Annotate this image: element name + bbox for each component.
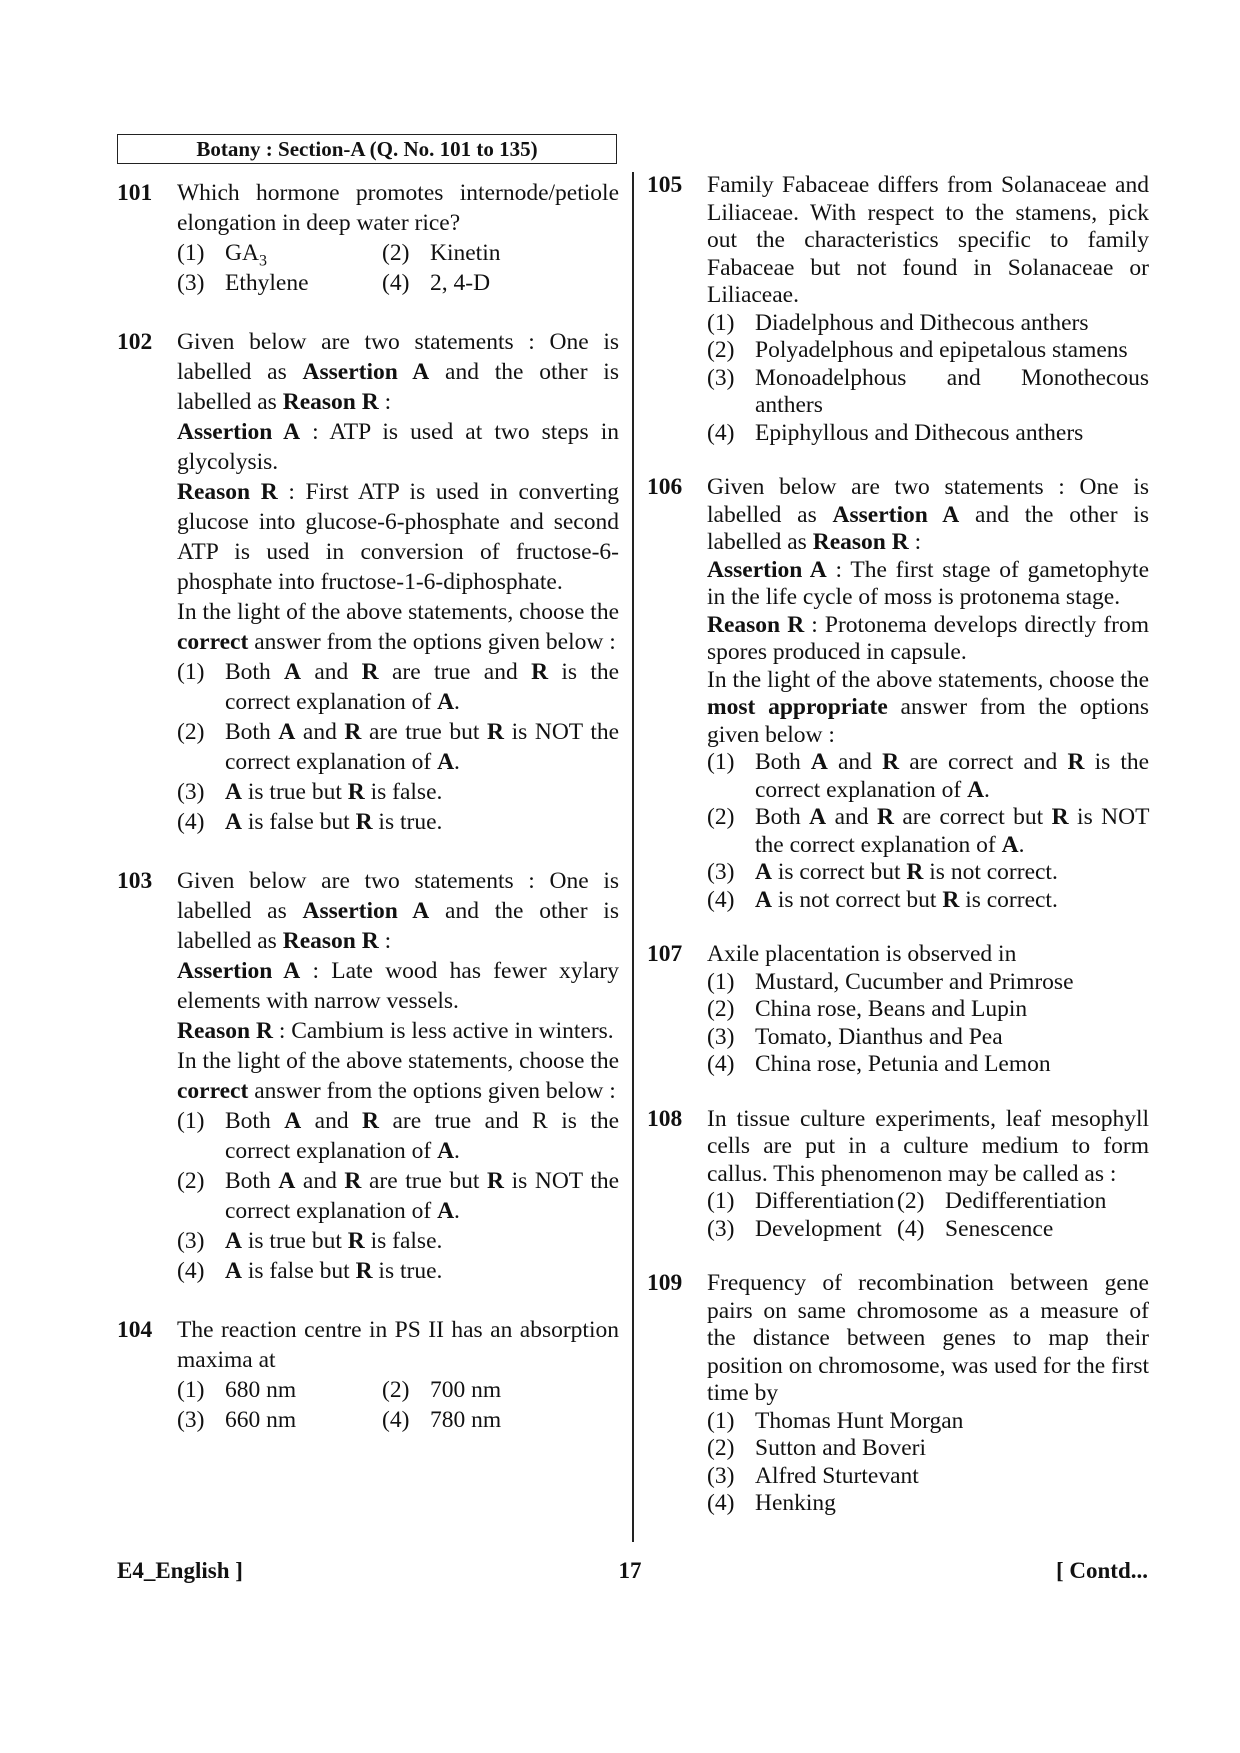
- w: R: [532, 1108, 548, 1134]
- option-text: Tomato, Dianthus and Pea: [755, 1023, 1003, 1050]
- assertion-label: Assertion A: [707, 556, 827, 583]
- option-2: [707, 996, 1149, 1024]
- w: R: [355, 1258, 373, 1284]
- option-4: [707, 1490, 1149, 1518]
- question-number: 104: [117, 1317, 153, 1343]
- text-run: answer from the options given below :: [248, 1078, 616, 1104]
- w: Both: [755, 749, 801, 775]
- w: is correct but: [777, 859, 901, 885]
- w: R: [361, 659, 379, 685]
- option-1: [707, 1408, 1149, 1436]
- w: R: [487, 719, 505, 745]
- assertion-text: : Late wood has fewer xylary elements with narrow vessels.: [177, 958, 619, 1014]
- options-grid: [707, 1188, 1149, 1243]
- w: A: [225, 1258, 242, 1284]
- text-run: correct: [177, 629, 249, 655]
- options-grid: [177, 1375, 619, 1435]
- option-number: (1): [707, 1188, 735, 1214]
- w: Both: [755, 804, 801, 830]
- w: the correct explanation of: [225, 719, 620, 775]
- text-run: Assertion A: [302, 359, 430, 385]
- option-number: (3): [707, 1215, 735, 1242]
- question-107: [647, 941, 1149, 1079]
- w: A: [437, 1138, 455, 1164]
- assertion: [177, 417, 619, 477]
- question-number: 106: [647, 474, 683, 500]
- option-1: [707, 969, 1149, 997]
- w: Both: [225, 1168, 271, 1194]
- option-2: [707, 337, 1149, 365]
- option-number: (2): [707, 996, 735, 1022]
- option-3: [177, 1405, 382, 1435]
- question-number: 107: [647, 941, 683, 967]
- option-text: Dedifferentiation: [945, 1188, 1107, 1214]
- option-text: Alfred Sturtevant: [755, 1462, 919, 1489]
- option-text: Mustard, Cucumber and Primrose: [755, 968, 1074, 995]
- w: A: [225, 1228, 242, 1254]
- question-text: The reaction centre in PS II has an absorption maxima at: [177, 1317, 619, 1373]
- option-3: [707, 859, 1149, 887]
- w: R: [882, 749, 900, 775]
- w: is false but: [247, 1258, 350, 1284]
- footer-booklet-code: E4_English ]: [117, 1558, 243, 1583]
- assertion-label: Assertion A: [177, 419, 301, 445]
- option-text: 660 nm: [225, 1407, 297, 1433]
- question-101: [117, 178, 619, 298]
- w: is true but: [247, 779, 342, 805]
- text-run: and the other is labelled as: [707, 501, 1149, 555]
- question-text: Which hormone promotes internode/petiole elongation in deep water rice?: [177, 180, 619, 236]
- question-text: In tissue culture experiments, leaf mesophyll cells are put in a culture medium to form callus. This phenomenon may be called as :: [707, 1105, 1149, 1187]
- assertion: [707, 557, 1149, 612]
- option-2: [897, 1188, 1149, 1216]
- option-text: 2, 4-D: [430, 270, 491, 296]
- option-4: [897, 1216, 1149, 1244]
- w: is false but: [247, 809, 350, 835]
- question-intro: [177, 866, 619, 956]
- option-number: (2): [177, 719, 205, 745]
- option-3: [177, 1226, 619, 1256]
- section-title: Botany : Section-A (Q. No. 101 to 135): [117, 134, 617, 164]
- w: .: [454, 1198, 460, 1224]
- question-108: [647, 1106, 1149, 1244]
- question-106: [647, 474, 1149, 914]
- option-1: [177, 657, 619, 717]
- option-text: 780 nm: [430, 1407, 502, 1433]
- instruction: [177, 597, 619, 657]
- option-number: (1): [177, 1108, 205, 1134]
- option-number: (4): [707, 419, 735, 446]
- text-run: In the light of the above statements, choose the: [177, 1048, 619, 1074]
- option-text: Ethylene: [225, 270, 309, 296]
- option-number: (2): [707, 337, 735, 363]
- text-run: answer from the options given below :: [248, 629, 616, 655]
- question-text: Frequency of recombination between gene pairs on same chromosome as a measure of the distance between genes to map their position on chromosome, was used for the first time by: [707, 1270, 1149, 1406]
- option-number: (4): [177, 1258, 205, 1284]
- text-run: most appropriate: [707, 694, 888, 720]
- w: R: [942, 886, 960, 913]
- w: A: [278, 1168, 296, 1194]
- footer-continued: [ Contd...: [1055, 1558, 1148, 1583]
- instruction: [177, 1046, 619, 1106]
- question-number: 102: [117, 329, 153, 355]
- text-run: Given below are two statements : One is labelled as: [707, 474, 1149, 528]
- question-103: [117, 866, 619, 1286]
- option-number: (1): [177, 240, 205, 266]
- reason-text: : First ATP is used in converting glucose into glucose-6-phosphate and second ATP is used in conversion of fructose-6-phosphate into fructose-1-6-diphosphate.: [177, 479, 619, 595]
- text-run: :: [378, 389, 392, 415]
- reason-text: : Protonema develops directly from spores produced in capsule.: [707, 611, 1149, 665]
- w: are true but: [369, 1168, 480, 1194]
- w: R: [344, 1168, 362, 1194]
- question-text: Family Fabaceae differs from Solanaceae and Liliaceae. With respect to the stamens, pick out the characteristics specific to family Fabaceae but not found in Solanaceae or Liliaceae.: [707, 172, 1149, 308]
- w: A: [437, 689, 455, 715]
- option-1: [177, 238, 382, 268]
- option-2: [382, 1375, 619, 1405]
- option-text: Polyadelphous and epipetalous stamens: [755, 337, 1128, 363]
- text-run: Given below are two statements : One is labelled as: [177, 868, 619, 924]
- text-run: Assertion A: [302, 898, 430, 924]
- assertion-label: Assertion A: [177, 958, 301, 984]
- option-number: (2): [177, 1168, 205, 1194]
- option-4: [707, 1051, 1149, 1079]
- w: R: [347, 779, 365, 805]
- question-104: [117, 1315, 619, 1435]
- option-number: (4): [707, 886, 735, 913]
- w: is true.: [378, 1258, 443, 1284]
- w: R: [347, 1228, 365, 1254]
- option-number: (2): [897, 1188, 925, 1214]
- w: is not correct but: [777, 886, 937, 913]
- text-run: correct: [177, 1078, 249, 1104]
- options-grid: [177, 238, 619, 298]
- option-number: (3): [707, 859, 735, 885]
- w: R: [355, 809, 373, 835]
- text-run: In the light of the above statements, choose the: [177, 599, 619, 625]
- w: R: [344, 719, 362, 745]
- text-run: In the light of the above statements, choose the: [707, 666, 1149, 693]
- w: is NOT: [511, 719, 583, 745]
- left-column: [117, 178, 619, 1464]
- w: A: [225, 779, 242, 805]
- w: Both: [225, 659, 271, 685]
- option-number: (3): [177, 270, 205, 296]
- w: and: [834, 804, 869, 830]
- w: R: [362, 1108, 380, 1134]
- option-text: Development: [755, 1215, 882, 1242]
- option-subscript: 3: [258, 252, 267, 270]
- reason-label: Reason R: [707, 611, 805, 638]
- w: is true.: [378, 809, 443, 835]
- reason: [177, 1016, 619, 1046]
- option-text: Differentiation: [755, 1188, 895, 1214]
- w: are true and: [391, 659, 518, 685]
- text-run: Reason R: [282, 928, 379, 954]
- option-number: (2): [707, 1435, 735, 1461]
- w: A: [437, 1198, 455, 1224]
- w: is NOT: [1077, 804, 1150, 830]
- w: are true and: [392, 1108, 519, 1134]
- question-102: [117, 327, 619, 837]
- option-number: (3): [177, 779, 205, 805]
- w: correct explanation of: [755, 776, 962, 803]
- text-run: Assertion A: [832, 501, 960, 528]
- w: A: [437, 749, 455, 775]
- text-run: Given below are two statements : One is labelled as: [177, 329, 619, 385]
- right-column: [647, 172, 1149, 1545]
- w: is correct.: [965, 886, 1058, 913]
- option-4: [707, 420, 1149, 448]
- option-text: Henking: [755, 1490, 836, 1516]
- reason-label: Reason R: [177, 479, 278, 505]
- w: A: [809, 804, 827, 830]
- option-text: Senescence: [945, 1215, 1054, 1242]
- option-3: [177, 268, 382, 298]
- option-2: [177, 717, 619, 777]
- text-run: Reason R: [812, 529, 909, 555]
- w: the correct explanation of: [755, 831, 996, 858]
- w: is false.: [370, 779, 443, 805]
- option-3: [707, 1216, 897, 1244]
- instruction: [707, 667, 1149, 750]
- option-4: [707, 887, 1149, 915]
- w: correct explanation of: [225, 1138, 432, 1164]
- w: A: [755, 886, 772, 913]
- option-2: [707, 1435, 1149, 1463]
- w: correct explanation of: [225, 689, 432, 715]
- w: and: [314, 659, 349, 685]
- w: R: [1051, 804, 1069, 830]
- question-109: [647, 1270, 1149, 1518]
- question-105: [647, 172, 1149, 447]
- text-run: :: [908, 529, 922, 555]
- w: .: [454, 689, 460, 715]
- assertion: [177, 956, 619, 1016]
- w: A: [1001, 831, 1019, 858]
- option-1: [707, 749, 1149, 804]
- w: A: [284, 659, 302, 685]
- option-number: (3): [707, 364, 735, 391]
- w: the correct explanation of: [225, 1168, 620, 1224]
- w: A: [278, 719, 296, 745]
- option-number: (1): [177, 659, 205, 685]
- w: R: [531, 659, 549, 685]
- w: Both: [225, 719, 271, 745]
- option-text: 680 nm: [225, 1377, 297, 1403]
- option-text: GA: [225, 240, 259, 266]
- option-number: (3): [707, 1462, 735, 1489]
- column-divider: [632, 172, 634, 1542]
- text-run: answer from the options given below :: [707, 694, 1149, 748]
- question-intro: [177, 327, 619, 417]
- w: A: [225, 809, 242, 835]
- reason: [177, 477, 619, 597]
- option-number: (1): [707, 968, 735, 995]
- text-run: :: [378, 928, 392, 954]
- option-text: Epiphyllous and Dithecous anthers: [755, 419, 1084, 446]
- w: and: [837, 749, 872, 775]
- w: .: [984, 776, 990, 803]
- w: R: [906, 859, 924, 885]
- w: .: [454, 1138, 460, 1164]
- option-text: Kinetin: [430, 240, 501, 266]
- w: and: [302, 1168, 337, 1194]
- option-text: China rose, Beans and Lupin: [755, 996, 1028, 1022]
- question-number: 109: [647, 1270, 683, 1296]
- question-number: 103: [117, 868, 153, 894]
- w: .: [454, 749, 460, 775]
- option-number: (3): [177, 1228, 205, 1254]
- w: is NOT: [511, 1168, 583, 1194]
- question-number: 108: [647, 1105, 683, 1132]
- w: are correct and: [909, 749, 1058, 775]
- option-number: (4): [177, 809, 205, 835]
- w: A: [755, 859, 772, 885]
- assertion-text: : The first stage of gametophyte in the life cycle of moss is protonema stage.: [707, 556, 1149, 610]
- w: .: [1018, 831, 1025, 858]
- w: are correct but: [902, 804, 1044, 830]
- option-1: [177, 1375, 382, 1405]
- option-number: (2): [382, 240, 410, 266]
- option-3: [707, 1024, 1149, 1052]
- w: and: [314, 1108, 349, 1134]
- option-number: (4): [897, 1215, 925, 1242]
- question-number: 105: [647, 172, 683, 198]
- w: are true but: [369, 719, 480, 745]
- w: Both: [225, 1108, 271, 1134]
- w: is the: [561, 659, 620, 685]
- option-number: (4): [382, 270, 410, 296]
- w: R: [876, 804, 894, 830]
- option-number: (2): [382, 1377, 410, 1403]
- assertion-text: : ATP is used at two steps in glycolysis.: [177, 419, 619, 475]
- option-text: Monoadelphous and Monothecous anthers: [755, 364, 1149, 418]
- option-4: [382, 1405, 619, 1435]
- text-run: and the other is labelled as: [177, 898, 619, 954]
- option-4: [177, 807, 619, 837]
- option-number: (1): [707, 309, 735, 336]
- w: is the: [1094, 749, 1150, 775]
- question-text: Axile placentation is observed in: [707, 941, 1017, 967]
- w: A: [810, 749, 828, 775]
- w: A: [967, 776, 985, 803]
- w: is not correct.: [929, 859, 1058, 885]
- option-number: (4): [382, 1407, 410, 1433]
- w: R: [1067, 749, 1085, 775]
- option-text: Sutton and Boveri: [755, 1435, 927, 1461]
- option-number: (3): [707, 1023, 735, 1050]
- option-number: (1): [707, 749, 735, 775]
- option-3: [707, 365, 1149, 420]
- option-text: Diadelphous and Dithecous anthers: [755, 309, 1089, 336]
- w: is true but: [247, 1228, 342, 1254]
- footer-page-number: 17: [618, 1558, 642, 1583]
- w: R: [487, 1168, 505, 1194]
- text-run: and the other is labelled as: [177, 359, 619, 415]
- w: A: [284, 1108, 302, 1134]
- option-1: [177, 1106, 619, 1166]
- option-number: (3): [177, 1407, 205, 1433]
- option-text: Thomas Hunt Morgan: [755, 1407, 964, 1434]
- option-number: (2): [707, 804, 735, 830]
- option-text: China rose, Petunia and Lemon: [755, 1051, 1051, 1077]
- option-3: [707, 1463, 1149, 1491]
- option-text: 700 nm: [430, 1377, 502, 1403]
- option-number: (1): [177, 1377, 205, 1403]
- question-number: 101: [117, 180, 153, 206]
- option-4: [382, 268, 619, 298]
- option-number: (4): [707, 1490, 735, 1516]
- question-intro: [707, 474, 1149, 557]
- reason-text: : Cambium is less active in winters.: [272, 1018, 614, 1044]
- option-number: (4): [707, 1051, 735, 1077]
- option-3: [177, 777, 619, 807]
- w: is the: [561, 1108, 620, 1134]
- option-1: [707, 1188, 897, 1216]
- w: is false.: [370, 1228, 443, 1254]
- w: and: [302, 719, 337, 745]
- option-number: (1): [707, 1407, 735, 1434]
- option-4: [177, 1256, 619, 1286]
- option-2: [382, 238, 619, 268]
- option-2: [707, 804, 1149, 859]
- reason: [707, 612, 1149, 667]
- text-run: Reason R: [282, 389, 379, 415]
- option-2: [177, 1166, 619, 1226]
- reason-label: Reason R: [177, 1018, 273, 1044]
- option-1: [707, 310, 1149, 338]
